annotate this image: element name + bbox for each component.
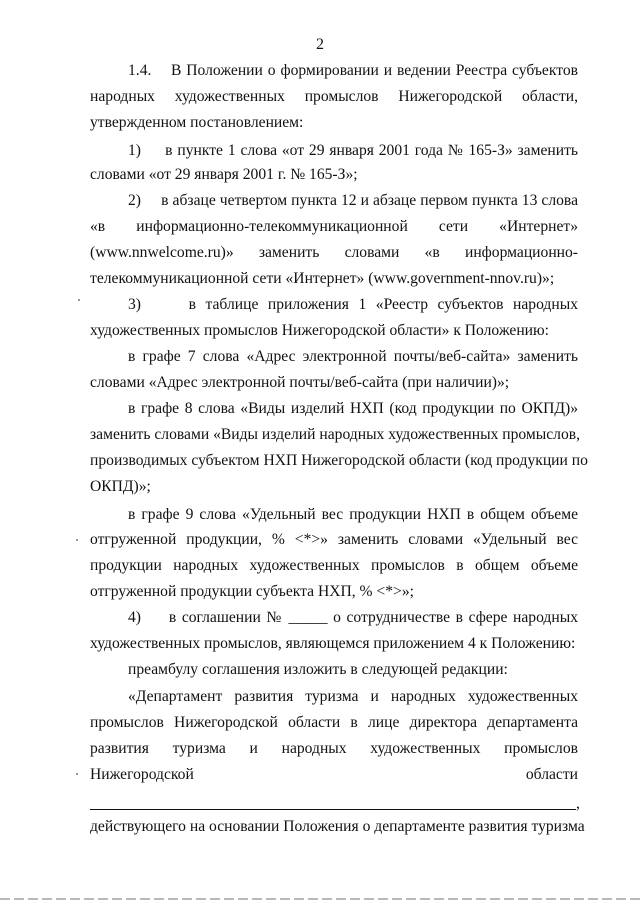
text-line: развития туризма и народных художественных промыслов [90,740,578,757]
scan-speck [76,539,78,541]
text-line: (www.nnwelcome.ru)» заменить словами «в информационно- [90,244,578,261]
text-line: в графе 8 слова «Виды изделий НХП (код продукции по ОКПД)» [128,400,578,417]
text-line: 2) в абзаце четвертом пункта 12 и абзаце первом пункта 13 слова [128,192,578,209]
signature-line-comma: , [576,795,580,812]
text-line: преамбулу соглашения изложить в следующей редакции: [128,661,508,678]
text-line: «в информационно-телекоммуникационной сети «Интернет» [90,218,578,235]
text-line: отгруженной продукции, % <*>» заменить словами «Удельный вес [90,531,578,548]
text-line: 3) в таблице приложения 1 «Реестр субъектов народных [128,296,578,313]
scan-bottom-edge [0,898,640,900]
text-line: словами «от 29 января 2001 г. № 165-З»; [90,166,358,183]
text-line: «Департамент развития туризма и народных художественных [128,688,578,705]
page-number: 2 [316,36,324,53]
text-line: в графе 9 слова «Удельный вес продукции НХП в общем объеме [128,506,578,523]
text-line: в графе 7 слова «Адрес электронной почты/веб-сайта» заменить [128,348,578,365]
text-line: продукции народных художественных промыслов в общем объеме [90,557,578,574]
signature-blank-line [90,809,576,810]
text-line: производимых субъектом НХП Нижегородской области (код продукции по [90,452,588,469]
text-line: Нижегородской области [90,766,578,783]
text-line: промыслов Нижегородской области в лице директора департамента [90,714,578,731]
text-line: народных художественных промыслов Нижегородской области, [90,88,578,105]
text-line: художественных промыслов Нижегородской области» к Положению: [90,322,550,339]
text-line: 1) в пункте 1 слова «от 29 января 2001 года № 165-З» заменить [128,142,578,159]
text-line: отгруженной продукции субъекта НХП, % <*>»; [90,583,414,600]
text-line: 4) в соглашении № _____ о сотрудничестве в сфере народных [128,609,578,626]
text-line: действующего на основании Положения о департаменте развития туризма [90,818,585,835]
text-line: 1.4. В Положении о формировании и ведении Реестра субъектов [128,62,578,79]
scan-speck [76,773,78,775]
text-line: словами «Адрес электронной почты/веб-сайта (при наличии)»; [90,374,510,391]
text-line: заменить словами «Виды изделий народных художественных промыслов, [90,426,581,443]
text-line: ОКПД)»; [90,478,151,495]
scan-speck [78,299,80,301]
text-line: утвержденном постановлением: [90,114,304,131]
text-line: художественных промыслов, являющемся приложением 4 к Положению: [90,635,576,652]
text-line: телекоммуникационной сети «Интернет» (www.government-nnov.ru)»; [90,270,555,287]
